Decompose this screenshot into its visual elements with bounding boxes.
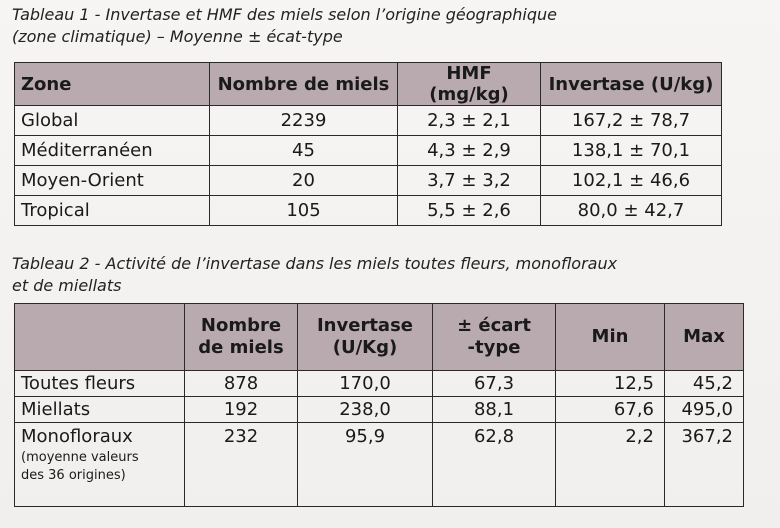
table2-header-count [185, 304, 298, 371]
table1-caption-line2: (zone climatique) – Moyenne ± écat-type [12, 27, 343, 46]
table2-header-empty [15, 304, 185, 371]
table1-cell-hmf: 4,3 ± 2,9 [398, 136, 541, 166]
table1-header-hmf: HMF (mg/kg) [398, 63, 541, 106]
table2-header-row [15, 304, 744, 371]
table2-cell-max: 45,2 [665, 371, 744, 397]
table2-header-std-dev-line1: ± écart [457, 315, 531, 336]
table2-invertase-by-honey-type [14, 303, 744, 507]
table2-cell-count: 192 [185, 397, 298, 423]
table1-cell-count: 20 [210, 166, 398, 196]
table2-cell-type [15, 423, 185, 507]
table2-cell-max: 367,2 [665, 423, 744, 507]
table2-cell-min: 2,2 [556, 423, 665, 507]
table2-caption-line1: Tableau 2 - Activité de l’invertase dans les miels toutes fleurs, monofloraux [12, 254, 618, 273]
table1-cell-hmf: 5,5 ± 2,6 [398, 196, 541, 226]
table-row [15, 106, 722, 136]
table2-header-invertase-line2: (U/Kg) [332, 337, 398, 358]
table2-header-count-line1: Nombre [200, 315, 282, 336]
table2-cell-type: Miellats [15, 397, 185, 423]
table1-header-row [15, 63, 722, 106]
table1-caption-line1: Tableau 1 - Invertase et HMF des miels selon l’origine géographique [12, 5, 557, 24]
table1-cell-hmf: 2,3 ± 2,1 [398, 106, 541, 136]
table2-cell-std-dev: 88,1 [433, 397, 556, 423]
table1-cell-count: 105 [210, 196, 398, 226]
table2-header-invertase-line1: Invertase [316, 315, 413, 336]
table1-cell-invertase: 138,1 ± 70,1 [541, 136, 722, 166]
table-row [15, 166, 722, 196]
table1-cell-invertase: 102,1 ± 46,6 [541, 166, 722, 196]
table1-cell-invertase: 167,2 ± 78,7 [541, 106, 722, 136]
table2-cell-type-label: Monofloraux [21, 426, 133, 447]
monofloraux-note [21, 449, 178, 485]
table-row [15, 423, 744, 507]
table-row [15, 397, 744, 423]
table2-cell-invertase: 238,0 [298, 397, 433, 423]
monofloraux-note-line2: des 36 origines) [21, 468, 126, 483]
table2-caption [12, 253, 617, 297]
table2-header-std-dev-line2: -type [467, 337, 521, 358]
table2-header-count-line2: de miels [198, 337, 284, 358]
table2-cell-count: 878 [185, 371, 298, 397]
table1-header-invertase: Invertase (U/kg) [541, 63, 722, 106]
table2-header-min: Min [556, 304, 665, 371]
table1-cell-zone: Méditerranéen [15, 136, 210, 166]
table2-cell-min: 67,6 [556, 397, 665, 423]
table2-cell-min: 12,5 [556, 371, 665, 397]
table1-cell-zone: Moyen-Orient [15, 166, 210, 196]
table2-caption-line2: et de miellats [12, 276, 122, 295]
table1-header-zone: Zone [15, 63, 210, 106]
table1-invertase-hmf-by-zone [14, 62, 722, 226]
table2-cell-std-dev: 62,8 [433, 423, 556, 507]
table1-header-count: Nombre de miels [210, 63, 398, 106]
table1-cell-hmf: 3,7 ± 3,2 [398, 166, 541, 196]
table2-header-max: Max [665, 304, 744, 371]
table2-cell-type: Toutes fleurs [15, 371, 185, 397]
table1-cell-count: 2239 [210, 106, 398, 136]
table1-cell-invertase: 80,0 ± 42,7 [541, 196, 722, 226]
table1-cell-zone: Global [15, 106, 210, 136]
table2-cell-max: 495,0 [665, 397, 744, 423]
table1-cell-count: 45 [210, 136, 398, 166]
monofloraux-note-line1: (moyenne valeurs [21, 450, 139, 465]
table2-header-invertase [298, 304, 433, 371]
table2-cell-std-dev: 67,3 [433, 371, 556, 397]
table-row [15, 136, 722, 166]
table2-header-std-dev [433, 304, 556, 371]
table1-caption [12, 4, 557, 48]
table-row [15, 371, 744, 397]
table2-cell-count: 232 [185, 423, 298, 507]
table2-cell-invertase: 95,9 [298, 423, 433, 507]
table2-cell-invertase: 170,0 [298, 371, 433, 397]
table-row [15, 196, 722, 226]
table1-cell-zone: Tropical [15, 196, 210, 226]
